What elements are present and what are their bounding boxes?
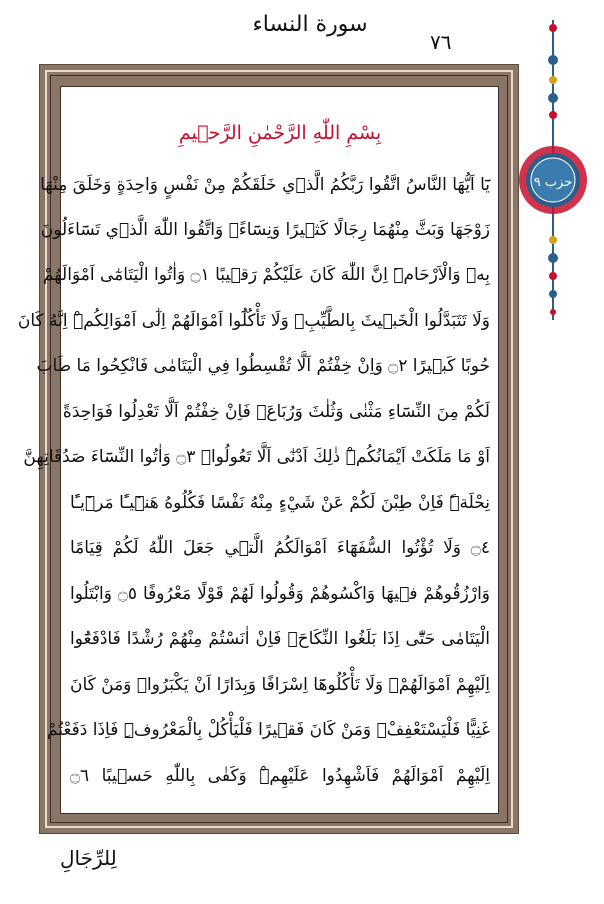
verse-line: وَلَا تَتَبَدَّلُوا الْخَب۪يثَ بِالطَّيِّبِۖ وَلَا تَأْكُلُٓوا اَمْوَالَهُمْ اِلٰٓى اَمْوَالِكُمْۜ اِنَّهُ كَانَ <box>17 311 490 331</box>
verse-line: يَٓا اَيُّهَا النَّاسُ اتَّقُوا رَبَّكُمُ الَّذ۪ي خَلَقَكُمْ مِنْ نَفْسٍ وَاحِدَةٍ وَخَلَقَ مِنْهَا <box>40 175 490 195</box>
verse-line: الْيَتَامٰى حَتّٰٓى اِذَا بَلَغُوا النِّكَاحَۚ فَاِنْ اٰنَسْتُمْ مِنْهُمْ رُشْدًا فَادْفَعُٓوا <box>70 629 490 649</box>
verse-line: ۝٤ وَلَا تُؤْتُوا السُّفَهَٓاءَ اَمْوَالَكُمُ الَّت۪ي جَعَلَ اللّٰهُ لَكُمْ قِيَامًا <box>70 538 490 558</box>
basmala: بِسْمِ اللّٰهِ الرَّحْمٰنِ الرَّح۪يمِ <box>178 122 382 144</box>
verse-line: زَوْجَهَا وَبَثَّ مِنْهُمَا رِجَالًا كَث۪يرًا وَنِسَٓاءًۚ وَاتَّقُوا اللّٰهَ الَّذ۪ي تَسَٓاءَلُونَ <box>40 220 490 240</box>
verse-line: وَارْزُقُوهُمْ ف۪يهَا وَاكْسُوهُمْ وَقُولُوا لَهُمْ قَوْلًا مَعْرُوفًا ۝٥ وَابْتَلُوا <box>70 584 490 604</box>
verse-line: نِحْلَةًۜ فَاِنْ طِبْنَ لَكُمْ عَنْ شَيْءٍ مِنْهُ نَفْسًا فَكُلُوهُ هَن۪ٓيـًٔا مَر۪ٓيـًٔا <box>70 493 490 513</box>
verse-line: لَكُمْ مِنَ النِّسَٓاءِ مَثْنٰى وَثُلٰثَ وَرُبَاعَۚ فَاِنْ خِفْتُمْ اَلَّا تَعْدِلُوا فَوَاحِدَةً <box>62 402 490 422</box>
surah-title: سورة النساء <box>252 12 368 37</box>
verse-line: اَوْ مَا مَلَكَتْ اَيْمَانُكُمْۜ ذٰلِكَ اَدْنٰٓى اَلَّا تَعُولُواۜ ۝٣ وَاٰتُوا النِّسَٓاءَ صَدُقَاتِهِنَّ <box>23 447 490 467</box>
hizb-ornament <box>523 20 583 320</box>
hizb-label: حزب ٩ <box>533 175 573 190</box>
page-number: ٧٦ <box>430 30 452 54</box>
verse-line: بِه۪ وَالْاَرْحَامَۜ اِنَّ اللّٰهَ كَانَ عَلَيْكُمْ رَق۪يبًا ۝١ وَاٰتُوا الْيَتَامٰٓى اَمْوَالَهُمْ <box>42 265 490 285</box>
verse-line: حُوبًا كَب۪يرًا ۝٢ وَاِنْ خِفْتُمْ اَلَّا تُقْسِطُوا فِي الْيَتَامٰى فَانْكِحُوا مَا طَابَ <box>36 356 490 376</box>
catchword: لِلرِّجَالِ <box>60 846 117 870</box>
verse-line: اِلَيْهِمْ اَمْوَالَهُمْ فَاَشْهِدُوا عَلَيْهِمْۜ وَكَفٰى بِاللّٰهِ حَس۪يبًا ۝٦ <box>70 766 490 786</box>
verse-line: اِلَيْهِمْ اَمْوَالَهُمْۚ وَلَا تَأْكُلُوهَٓا اِسْرَافًا وَبِدَارًا اَنْ يَكْبَرُواۜ وَمَنْ كَانَ <box>69 675 490 695</box>
verse-line: غَنِيًّا فَلْيَسْتَعْفِفْۚ وَمَنْ كَانَ فَق۪يرًا فَلْيَأْكُلْ بِالْمَعْرُوفِۜ فَاِذَا دَفَعْتُمْ <box>46 720 490 740</box>
